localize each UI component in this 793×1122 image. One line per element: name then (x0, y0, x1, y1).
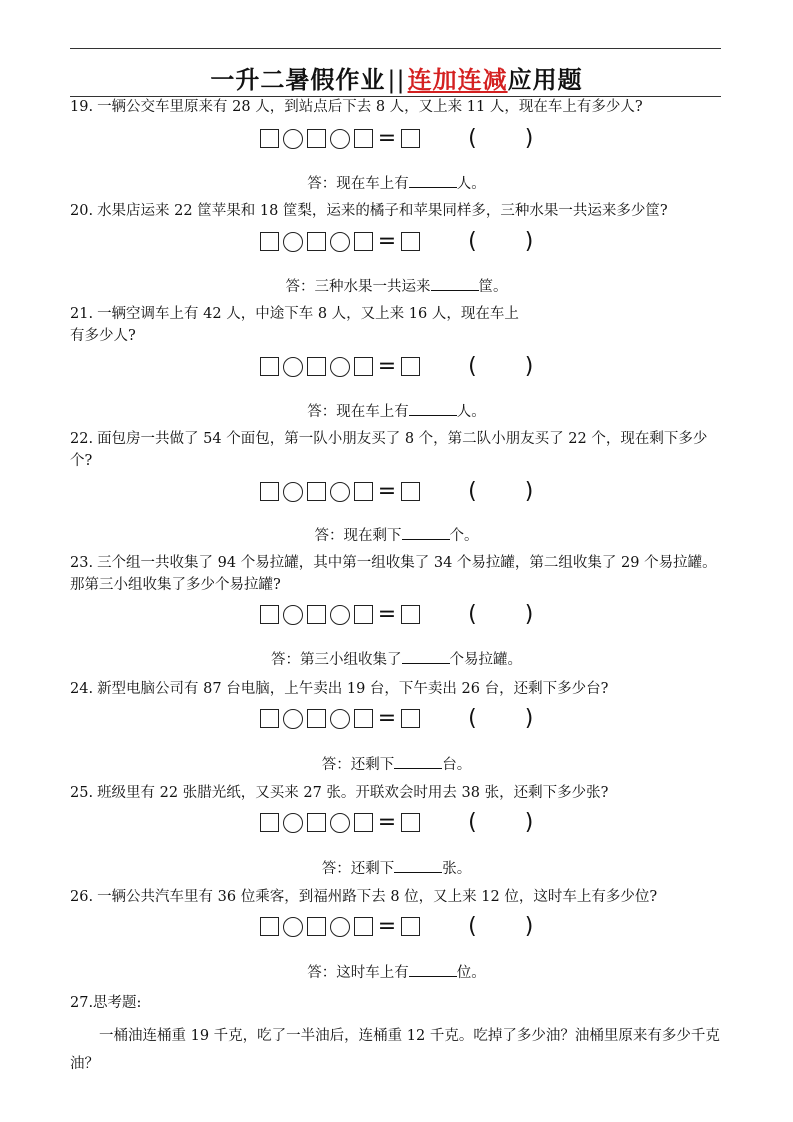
answer-blank[interactable] (394, 754, 442, 769)
unit-open-paren: ( (468, 810, 477, 835)
question-text: 新型电脑公司有 87 台电脑，上午卖出 19 台，下午卖出 26 台，还剩下多少台? (97, 681, 609, 697)
think-heading: 27.思考题: (70, 995, 142, 1011)
operator-circle[interactable] (330, 605, 350, 625)
operator-circle[interactable] (283, 709, 303, 729)
answer-blank[interactable] (402, 649, 450, 664)
question-23 (70, 552, 722, 596)
question-text: 班级里有 22 张腊光纸，又买来 27 张。开联欢会时用去 38 张，还剩下多少张? (97, 785, 609, 801)
equation-24 (0, 706, 793, 734)
answer-box[interactable] (307, 482, 326, 501)
answer-prefix: 答：现在剩下 (314, 528, 402, 544)
answer-suffix: 张。 (442, 861, 472, 877)
answer-blank[interactable] (409, 401, 457, 416)
equals-sign: = (377, 810, 397, 835)
answer-prefix: 答：现在车上有 (307, 404, 409, 420)
answer-suffix: 筐。 (478, 279, 508, 295)
question-text: 一辆公交车里原来有 28 人，到站点后下去 8 人，又上来 11 人，现在车上有多少人? (97, 99, 643, 115)
question-number: 26. (70, 889, 94, 905)
answer-box[interactable] (260, 232, 279, 251)
result-box[interactable] (401, 605, 420, 624)
result-box[interactable] (401, 813, 420, 832)
unit-open-paren: ( (468, 126, 477, 151)
title-main: 一升二暑假作业 (210, 66, 386, 94)
answer-box[interactable] (307, 605, 326, 624)
result-box[interactable] (401, 357, 420, 376)
operator-circle[interactable] (330, 482, 350, 502)
unit-close-paren: ) (524, 479, 534, 504)
answer-26 (0, 961, 793, 982)
unit-close-paren: ) (524, 354, 534, 379)
equation-20 (0, 229, 793, 257)
question-25 (70, 782, 722, 804)
answer-box[interactable] (307, 232, 326, 251)
answer-blank[interactable] (431, 276, 479, 291)
answer-box[interactable] (260, 917, 279, 936)
equation-21 (0, 354, 793, 382)
question-21 (70, 303, 722, 347)
question-text: 三个组一共收集了 94 个易拉罐，其中第一组收集了 34 个易拉罐，第二组收集了 29 个易拉罐。那第三小组收集了多少个易拉罐? (70, 555, 717, 593)
question-number: 24. (70, 681, 94, 697)
answer-prefix: 答：三种水果一共运来 (285, 279, 431, 295)
operator-circle[interactable] (283, 357, 303, 377)
answer-box[interactable] (354, 709, 373, 728)
answer-box[interactable] (354, 357, 373, 376)
equals-sign: = (377, 914, 397, 939)
unit-close-paren: ) (524, 229, 534, 254)
equals-sign: = (377, 479, 397, 504)
unit-close-paren: ) (524, 810, 534, 835)
answer-suffix: 位。 (456, 965, 486, 981)
operator-circle[interactable] (283, 129, 303, 149)
unit-open-paren: ( (468, 706, 477, 731)
equals-sign: = (377, 602, 397, 627)
operator-circle[interactable] (330, 813, 350, 833)
question-number: 25. (70, 785, 94, 801)
unit-open-paren: ( (468, 479, 477, 504)
unit-open-paren: ( (468, 354, 477, 379)
question-24 (70, 678, 722, 700)
result-box[interactable] (401, 917, 420, 936)
equation-19 (0, 126, 793, 154)
answer-blank[interactable] (409, 962, 457, 977)
result-box[interactable] (401, 709, 420, 728)
answer-21 (0, 400, 793, 421)
unit-open-paren: ( (468, 602, 477, 627)
operator-circle[interactable] (330, 232, 350, 252)
answer-box[interactable] (307, 129, 326, 148)
think-body: 一桶油连桶重 19 千克，吃了一半油后，连桶重 12 千克。吃掉了多少油？油桶里原来有多少千克油？ (70, 1028, 720, 1072)
answer-suffix: 人。 (456, 404, 486, 420)
answer-blank[interactable] (409, 173, 457, 188)
answer-box[interactable] (354, 482, 373, 501)
operator-circle[interactable] (330, 709, 350, 729)
equals-sign: = (377, 354, 397, 379)
question-text-line2: 有多少人? (70, 328, 136, 344)
operator-circle[interactable] (283, 813, 303, 833)
page-title (0, 60, 793, 95)
question-19 (70, 96, 722, 118)
answer-blank[interactable] (402, 525, 450, 540)
answer-box[interactable] (354, 232, 373, 251)
operator-circle[interactable] (283, 605, 303, 625)
question-number: 20. (70, 203, 94, 219)
operator-circle[interactable] (330, 129, 350, 149)
operator-circle[interactable] (283, 917, 303, 937)
answer-box[interactable] (260, 709, 279, 728)
answer-suffix: 个。 (449, 528, 479, 544)
answer-box[interactable] (354, 605, 373, 624)
unit-close-paren: ) (524, 126, 534, 151)
equation-22 (0, 479, 793, 507)
question-number: 22. (70, 431, 94, 447)
question-number: 23. (70, 555, 94, 571)
question-22 (70, 428, 722, 472)
equation-26 (0, 914, 793, 942)
answer-box[interactable] (307, 357, 326, 376)
unit-open-paren: ( (468, 229, 477, 254)
answer-box[interactable] (307, 709, 326, 728)
answer-25 (0, 857, 793, 878)
result-box[interactable] (401, 232, 420, 251)
answer-23 (0, 648, 793, 669)
answer-20 (0, 275, 793, 296)
operator-circle[interactable] (330, 357, 350, 377)
unit-close-paren: ) (524, 602, 534, 627)
title-separator: || (387, 66, 406, 94)
question-text: 面包房一共做了 54 个面包，第一队小朋友买了 8 个，第二队小朋友买了 22 个，现在剩下多少个? (70, 431, 708, 469)
operator-circle[interactable] (330, 917, 350, 937)
question-text: 水果店运来 22 筐苹果和 18 筐梨，运来的橘子和苹果同样多，三种水果一共运来多少筐? (97, 203, 668, 219)
equals-sign: = (377, 229, 397, 254)
question-number: 21. (70, 306, 94, 322)
title-topic: 连加连减 (407, 66, 508, 94)
title-suffix: 应用题 (507, 66, 583, 94)
think-question (70, 990, 722, 1078)
answer-suffix: 人。 (456, 176, 486, 192)
top-rule (70, 48, 721, 49)
answer-prefix: 答：第三小组收集了 (271, 652, 402, 668)
answer-prefix: 答：现在车上有 (307, 176, 409, 192)
answer-box[interactable] (354, 129, 373, 148)
answer-box[interactable] (307, 917, 326, 936)
answer-prefix: 答：这时车上有 (307, 965, 409, 981)
answer-prefix: 答：还剩下 (321, 757, 395, 773)
result-box[interactable] (401, 129, 420, 148)
answer-box[interactable] (260, 357, 279, 376)
equals-sign: = (377, 706, 397, 731)
question-text: 一辆公共汽车里有 36 位乘客，到福州路下去 8 位，又上来 12 位，这时车上有多少位? (97, 889, 658, 905)
question-20 (70, 200, 722, 222)
answer-blank[interactable] (394, 858, 442, 873)
equation-25 (0, 810, 793, 838)
answer-box[interactable] (260, 813, 279, 832)
equation-23 (0, 602, 793, 630)
question-text: 一辆空调车上有 42 人，中途下车 8 人，又上来 16 人，现在车上 (97, 306, 519, 322)
result-box[interactable] (401, 482, 420, 501)
answer-box[interactable] (260, 129, 279, 148)
question-26 (70, 886, 722, 908)
answer-box[interactable] (307, 813, 326, 832)
unit-close-paren: ) (524, 914, 534, 939)
answer-box[interactable] (260, 482, 279, 501)
unit-open-paren: ( (468, 914, 477, 939)
answer-suffix: 个易拉罐。 (449, 652, 522, 668)
answer-box[interactable] (260, 605, 279, 624)
answer-24 (0, 753, 793, 774)
answer-19 (0, 172, 793, 193)
question-number: 19. (70, 99, 94, 115)
answer-box[interactable] (354, 813, 373, 832)
answer-prefix: 答：还剩下 (321, 861, 395, 877)
answer-box[interactable] (354, 917, 373, 936)
equals-sign: = (377, 126, 397, 151)
unit-close-paren: ) (524, 706, 534, 731)
answer-suffix: 台。 (442, 757, 472, 773)
operator-circle[interactable] (283, 232, 303, 252)
answer-22 (0, 524, 793, 545)
operator-circle[interactable] (283, 482, 303, 502)
